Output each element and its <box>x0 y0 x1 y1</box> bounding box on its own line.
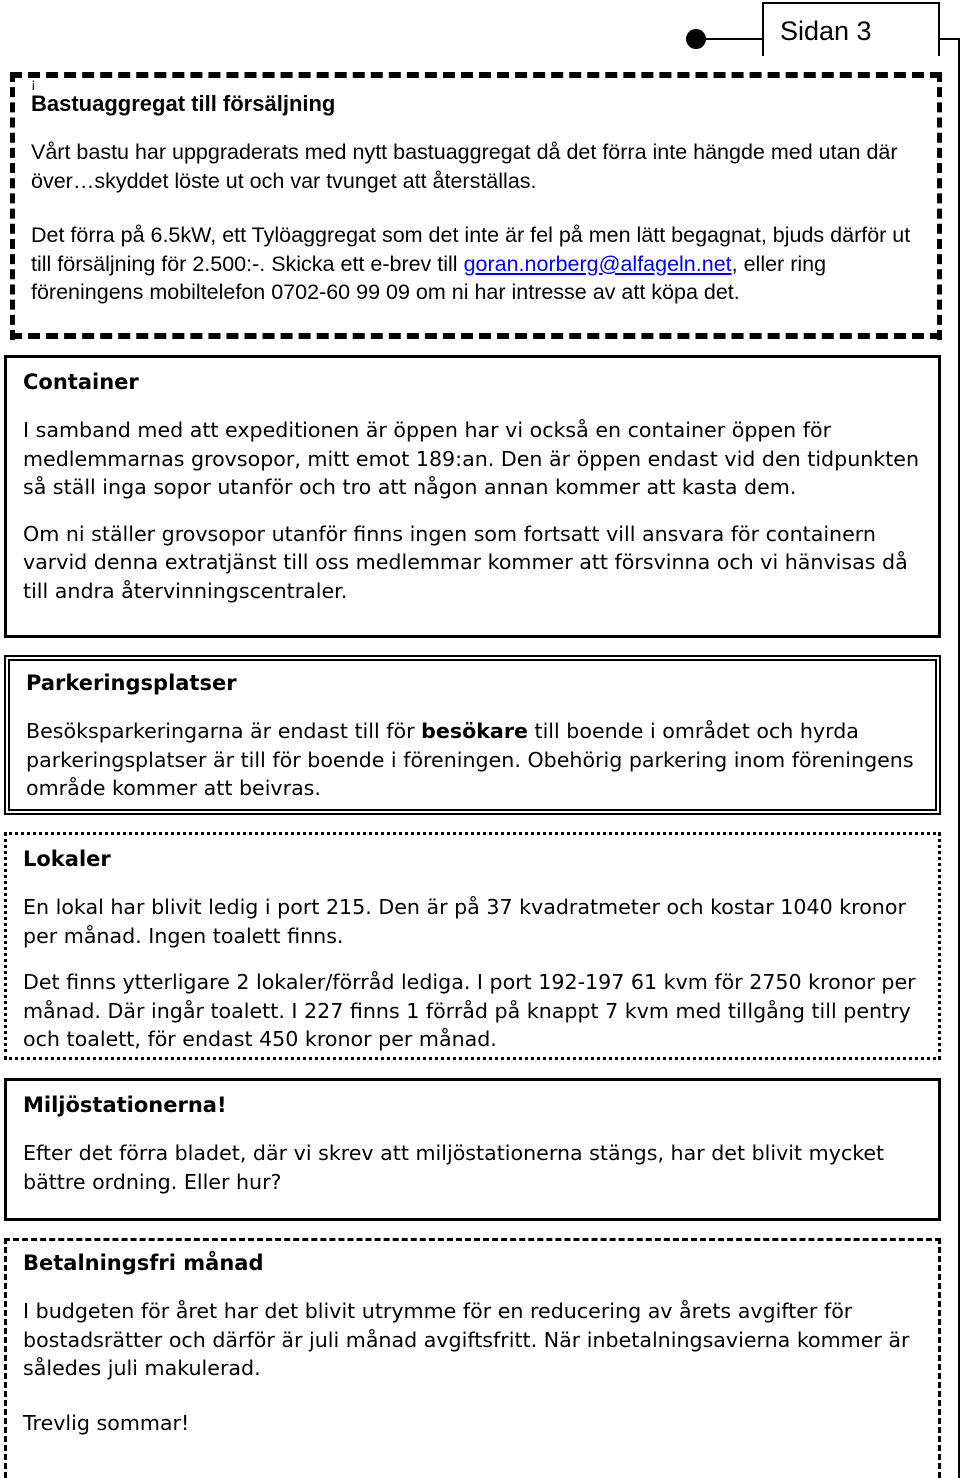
container-paragraph-1: I samband med att expeditionen är öppen har vi också en container öppen för medlemmarnas grovsopor, mitt emot 189:an. Den är öppen endast vid den tidpunkten så ställ inga sopor utanför och tro att någon annan kommer att kasta dem. <box>23 418 920 500</box>
payfree-paragraph-1: I budgeten för året har det blivit utrymme för en reducering av årets avgifter för bostadsrätter och därför är juli månad avgiftsfritt. När inbetalningsavierna kommer är således juli makulerad. <box>23 1299 910 1381</box>
section-title: Miljöstationerna! <box>23 1093 227 1117</box>
section-sauna-bottom-border <box>10 333 942 341</box>
payfree-closing: Trevlig sommar! <box>23 1410 190 1435</box>
section-marker-glyph: ¡ <box>31 75 36 91</box>
parking-paragraph-text: Besöksparkeringarna är endast till för <box>26 719 422 743</box>
sauna-paragraph-2-text: Det förra på 6.5kW, ett Tylöaggregat som det inte är fel på men lätt begagnat, bjuds därför ut till försäljning för 2.500:-. Skicka ett e-brev till <box>31 223 911 276</box>
premises-paragraph-1: En lokal har blivit ledig i port 215. Den är på 37 kvadratmeter och kostar 1040 kronor per månad. Ingen toalett finns. <box>23 895 906 948</box>
page-marker-tail <box>938 38 960 40</box>
section-title: Container <box>23 370 139 394</box>
container-paragraph-2: Om ni ställer grovsopor utanför finns ingen som fortsatt vill ansvara för containern varvid denna extratjänst till oss medlemmar kommer att försvinna och vi hänvisas då till andra återvinningscentraler. <box>23 521 908 603</box>
parking-paragraph <box>26 717 919 803</box>
sauna-paragraph-2-tail: , eller ring föreningens mobiltelefon 0702-60 99 09 om ni har intresse av att köpa det. <box>31 251 827 305</box>
section-title: Bastuaggregat till försäljning <box>31 91 336 116</box>
environment-paragraph: Efter det förra bladet, där vi skrev att miljöstationerna stängs, har det blivit mycket bättre ordning. Eller hur? <box>23 1141 885 1194</box>
section-parking <box>4 655 941 815</box>
section-container <box>4 355 941 638</box>
section-title: Betalningsfri månad <box>23 1251 264 1275</box>
section-payment-free-month <box>4 1238 941 1478</box>
section-environment-stations <box>4 1078 941 1221</box>
section-premises <box>4 832 941 1060</box>
section-sauna-for-sale <box>10 72 942 340</box>
page-number: Sidan 3 <box>762 2 940 56</box>
section-title: Parkeringsplatser <box>26 671 237 695</box>
sauna-paragraph-2 <box>31 221 921 307</box>
page-marker-dot <box>686 29 706 49</box>
parking-paragraph-tail: till boende i området och hyrda parkeringsplatser är till för boende i föreningen. Obehörig parkering inom föreningens område kommer att beivras. <box>26 719 914 801</box>
parking-emphasis: besökare <box>421 719 528 743</box>
premises-paragraph-2: Det finns ytterligare 2 lokaler/förråd lediga. I port 192-197 61 kvm för 2750 kronor per månad. Där ingår toalett. I 227 finns 1 förråd på knappt 7 kvm med tillgång till pentry och toalett, för endast 450 kronor per månad. <box>23 970 916 1052</box>
section-title: Lokaler <box>23 847 111 871</box>
email-link[interactable]: goran.norberg@alfageln.net <box>463 251 732 276</box>
sauna-paragraph-1: Vårt bastu har uppgraderats med nytt bastuaggregat då det förra inte hängde med utan där över…skyddet löste ut och var tvunget att återställas. <box>31 140 898 193</box>
